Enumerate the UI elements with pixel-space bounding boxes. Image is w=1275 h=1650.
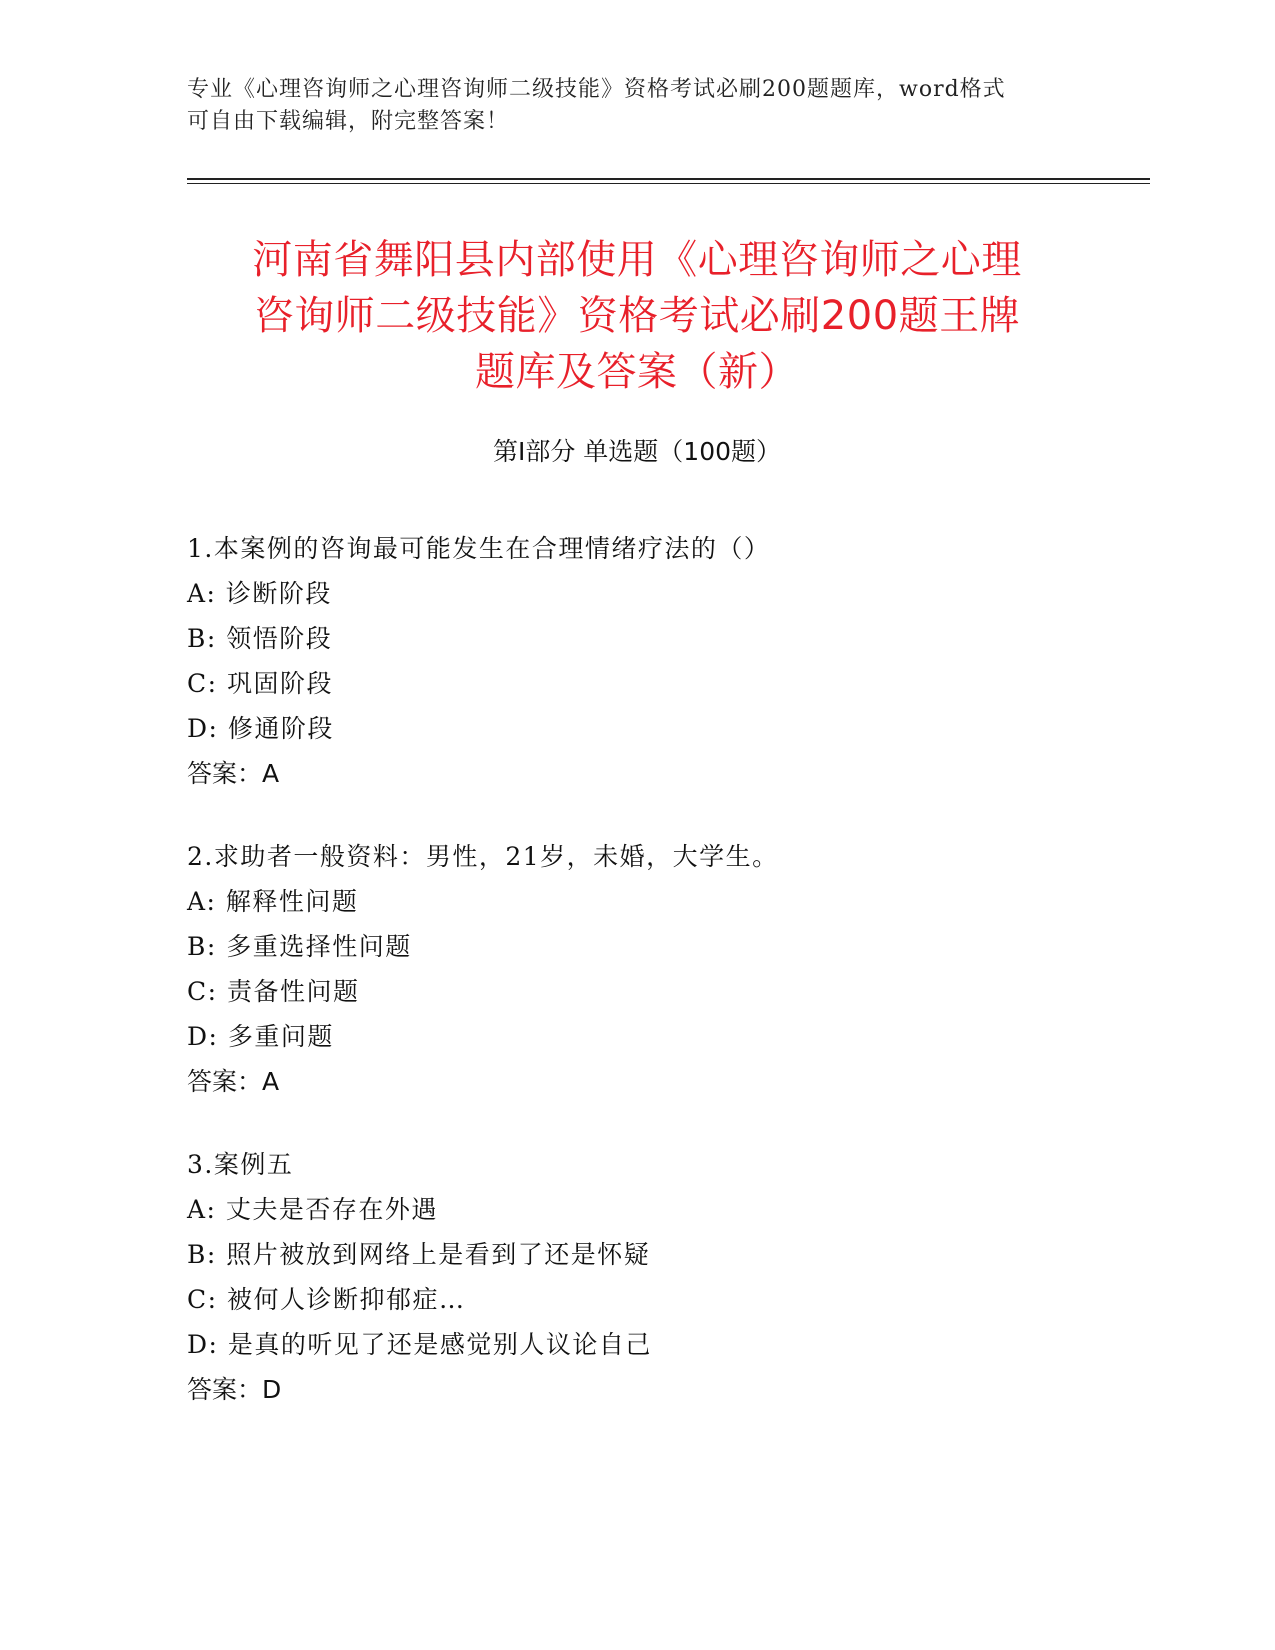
header-note <box>187 74 1077 138</box>
option-c: C: 责备性问题 <box>187 977 360 1006</box>
document-title <box>187 232 1087 400</box>
section-heading: 第Ⅰ部分 单选题（100题） <box>492 437 782 466</box>
header-divider-thin <box>187 183 1150 184</box>
question-list <box>187 526 1087 1450</box>
question-item <box>187 1142 1087 1412</box>
option-d: D: 是真的听见了还是感觉别人议论自己 <box>187 1330 652 1359</box>
question-stem: 2.求助者一般资料：男性，21岁，未婚，大学生。 <box>187 842 779 871</box>
answer: 答案：D <box>187 1375 282 1404</box>
document-title-line-2: 咨询师二级技能》资格考试必刷200题王牌 <box>253 293 1021 339</box>
option-b: B: 照片被放到网络上是看到了还是怀疑 <box>187 1240 651 1269</box>
option-d: D: 多重问题 <box>187 1022 334 1051</box>
header-note-line-1: 专业《心理咨询师之心理咨询师二级技能》资格考试必刷200题题库，word格式 <box>187 77 1006 102</box>
header-note-line-2: 可自由下载编辑，附完整答案！ <box>187 109 510 134</box>
option-b: B: 多重选择性问题 <box>187 932 412 961</box>
option-b: B: 领悟阶段 <box>187 624 333 653</box>
answer: 答案：A <box>187 759 280 788</box>
answer: 答案：A <box>187 1067 280 1096</box>
question-item <box>187 526 1087 796</box>
document-title-line-1: 河南省舞阳县内部使用《心理咨询师之心理 <box>252 237 1022 283</box>
option-a: A: 丈夫是否存在外遇 <box>187 1195 438 1224</box>
option-c: C: 巩固阶段 <box>187 669 333 698</box>
option-a: A: 解释性问题 <box>187 887 359 916</box>
option-c: C: 被何人诊断抑郁症… <box>187 1285 466 1314</box>
question-stem: 1.本案例的咨询最可能发生在合理情绪疗法的（） <box>187 534 771 563</box>
question-stem: 3.案例五 <box>187 1150 294 1179</box>
question-item <box>187 834 1087 1104</box>
document-title-line-3: 题库及答案（新） <box>475 349 799 395</box>
option-a: A: 诊断阶段 <box>187 579 332 608</box>
header-divider-thick <box>187 178 1150 180</box>
option-d: D: 修通阶段 <box>187 714 334 743</box>
